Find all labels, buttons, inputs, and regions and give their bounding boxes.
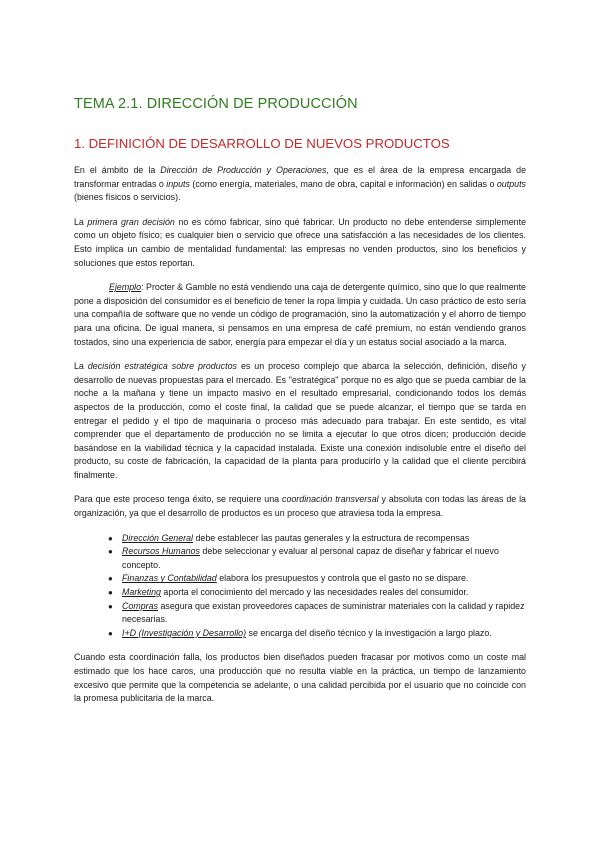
- bullet-icon: ●: [108, 628, 113, 638]
- role-name: Finanzas y Contabilidad: [122, 573, 217, 584]
- page-title: TEMA 2.1. DIRECCIÓN DE PRODUCCIÓN: [74, 96, 358, 112]
- role-name: Dirección General: [122, 532, 194, 543]
- list-item: [108, 586, 526, 600]
- bullet-icon: ●: [108, 533, 113, 543]
- list-item: [108, 627, 526, 641]
- emphasis: primera gran decisión: [87, 216, 175, 227]
- role-text: debe seleccionar y evaluar al personal capaz de diseñar y fabricar el nuevo concepto.: [122, 546, 499, 570]
- text: Cuando esta coordinación falla, los productos bien diseñados pueden fracasar por motivos como un coste mal estimado que los hace caros, una producción que no resulta viable en la práctica, un tiempo de lanzamiento excesivo que permite que la competencia se adelante, o una calidad percibida por el usuario que no coincide con la promesa publicitaria de la marca.: [74, 652, 526, 704]
- role-text: asegura que existan proveedores capaces de suministrar materiales con la calidad y rapidez necesarias.: [122, 600, 525, 625]
- emphasis: Dirección de Producción y Operaciones: [160, 165, 327, 175]
- list-item: [108, 600, 526, 627]
- paragraph-intro: [74, 164, 526, 205]
- text: es un proceso complejo que abarca la selección, definición, diseño y desarrollo de nuevas propuestas para el mercado. Es "estratégica" porque no es algo que se pueda cambiar de la noche a la mañana y tiene un impacto masivo en el resultado empresarial, condicionando todos los demás aspectos de la producción, como el coste final, la calidad que se puede alcanzar, el tiempo que se tarda en entregar el pedido y el tipo de maquinaria o proceso más adecuado para trabajar. En este sentido, es vital comprender que el departamento de producción no se limita a ejecutar lo que otros dicen; producción decide basándose en la viabilidad técnica y la capacidad instalada. Existe una conexión indisoluble entre el diseño del producto, su coste de fabricación, la capacidad de la planta para producirlo y la calidad que el cliente percibirá finalmente.: [74, 361, 526, 480]
- bullet-icon: ●: [108, 547, 113, 557]
- example-label: Ejemplo: [109, 282, 142, 293]
- roles-list: [74, 532, 526, 641]
- emphasis: inputs: [166, 178, 190, 189]
- text: La: [74, 361, 88, 372]
- role-text: aporta el conocimiento del mercado y las necesidades reales del consumidor.: [160, 587, 469, 598]
- emphasis: coordinación transversal: [282, 494, 379, 505]
- list-item: [108, 532, 526, 546]
- paragraph-first-decision: [74, 216, 526, 270]
- role-text: elabora los presupuestos y controla que el gasto no se dispare.: [216, 573, 469, 584]
- paragraph-example: [74, 281, 526, 349]
- paragraph-coordination-failure: [74, 651, 526, 705]
- emphasis: decisión estratégica sobre productos: [87, 361, 237, 372]
- text: (como energía, materiales, mano de obra, capital e información) en salidas o: [189, 178, 497, 189]
- text: , que es el área de la empresa encargada de transformar entradas o: [74, 165, 527, 189]
- text: Para que este proceso tenga éxito, se requiere una: [74, 494, 282, 505]
- role-text: se encarga del diseño técnico y la investigación a largo plazo.: [246, 627, 492, 638]
- paragraph-coordination: [74, 493, 526, 520]
- role-text: debe establecer las pautas generales y la estructura de recompensas: [193, 532, 470, 543]
- bullet-icon: ●: [108, 601, 113, 611]
- text: En el ámbito de la: [74, 165, 161, 175]
- list-item: [108, 545, 526, 572]
- section-heading: 1. DEFINICIÓN DE DESARROLLO DE NUEVOS PRODUCTOS: [74, 136, 450, 151]
- emphasis: outputs: [496, 178, 526, 189]
- role-name: Compras: [122, 600, 159, 611]
- text: : Procter & Gamble no está vendiendo una caja de detergente químico, sino que lo que realmente pone a disposición del consumidor es el beneficio de tener la ropa limpia y cuidada. Un caso práctico de esto sería una compañía de software que no vende un código de programación, sino la automatización y el ahorro de tiempo para una oficina. De igual manera, si pensamos en una empresa de café premium, no están vendiendo granos tostados, sino una experiencia de sabor, energía para empezar el día y un estatus social asociado a la marca.: [74, 282, 526, 347]
- role-name: Recursos Humanos: [122, 546, 200, 557]
- bullet-icon: ●: [108, 588, 113, 598]
- text: no es cómo fabricar, sino qué fabricar. Un producto no debe entenderse simplemente como un objeto físico; es cualquier bien o servicio que ofrece una satisfacción a las necesidades de los clientes. Esto implica un cambio de mentalidad fundamental: las empresas no venden productos, sino los beneficios y soluciones que estos reportan.: [74, 216, 527, 268]
- list-item: [108, 572, 526, 586]
- paragraph-strategic-decision: [74, 360, 526, 482]
- role-name: I+D (Investigación y Desarrollo): [122, 627, 247, 638]
- text: y absoluta con todas las áreas de la organización, ya que el desarrollo de productos es un proceso que atraviesa toda la empresa.: [74, 494, 526, 519]
- bullet-icon: ●: [108, 574, 113, 584]
- text: (bienes físicos o servicios).: [74, 192, 181, 203]
- role-name: Marketing: [122, 587, 161, 598]
- text: La: [74, 216, 88, 227]
